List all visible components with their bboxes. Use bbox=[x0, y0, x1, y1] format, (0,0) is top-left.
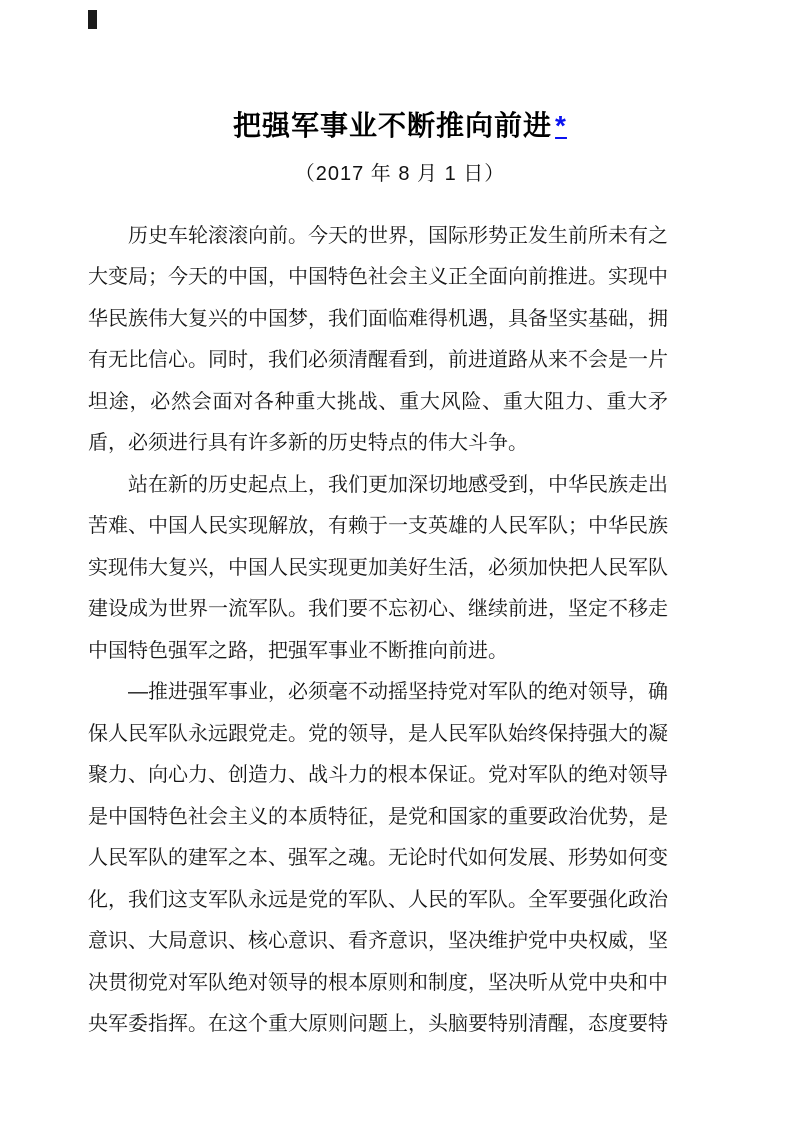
body-line: 是中国特色社会主义的本质特征，是党和国家的重要政治优势，是 bbox=[88, 805, 668, 828]
paragraph bbox=[88, 672, 668, 1046]
body-line: 化，我们这支军队永远是党的军队、人民的军队。全军要强化政治 bbox=[88, 888, 668, 911]
body-line: 大变局；今天的中国，中国特色社会主义正全面向前推进。实现中 bbox=[88, 266, 668, 288]
body-line: 盾，必须进行具有许多新的历史特点的伟大斗争。 bbox=[88, 432, 528, 454]
body-line: 中国特色强军之路，把强军事业不断推向前进。 bbox=[88, 639, 508, 662]
scan-artifact-mark bbox=[88, 10, 97, 29]
page-title bbox=[0, 109, 800, 143]
body-line: 央军委指挥。在这个重大原则问题上，头脑要特别清醒，态度要特 bbox=[88, 1013, 668, 1035]
article-title-text: 把强军事业不断推向前进 bbox=[233, 109, 553, 141]
body-line: 有无比信心。同时，我们必须清醒看到，前进道路从来不会是一片 bbox=[88, 349, 668, 371]
body-line: 人民军队的建军之本、强军之魂。无论时代如何发展、形势如何变 bbox=[88, 847, 668, 869]
article-body bbox=[88, 216, 668, 1046]
paragraph bbox=[88, 465, 668, 673]
body-line: 聚力、向心力、创造力、战斗力的根本保证。党对军队的绝对领导 bbox=[88, 764, 668, 786]
footnote-asterisk-link[interactable]: * bbox=[555, 109, 567, 141]
paragraph bbox=[88, 216, 668, 465]
body-line: 苦难、中国人民实现解放，有赖于一支英雄的人民军队；中华民族 bbox=[88, 515, 668, 537]
body-line: 决贯彻党对军队绝对领导的根本原则和制度，坚决听从党中央和中 bbox=[88, 971, 668, 994]
body-line: 建设成为世界一流军队。我们要不忘初心、继续前进，坚定不移走 bbox=[88, 598, 668, 620]
body-line: 实现伟大复兴，中国人民实现更加美好生活，必须加快把人民军队 bbox=[88, 556, 668, 579]
document-header bbox=[0, 0, 800, 186]
body-line: 坦途，必然会面对各种重大挑战、重大风险、重大阻力、重大矛 bbox=[88, 390, 668, 413]
body-line: 保人民军队永远跟党走。党的领导，是人民军队始终保持强大的凝 bbox=[88, 722, 668, 745]
body-line: 站在新的历史起点上，我们更加深切地感受到，中华民族走出 bbox=[128, 473, 668, 496]
article-date: （2017 年 8 月 1 日） bbox=[294, 162, 506, 185]
body-line: 历史车轮滚滚向前。今天的世界，国际形势正发生前所未有之 bbox=[128, 224, 668, 247]
body-line: 华民族伟大复兴的中国梦，我们面临难得机遇，具备坚实基础，拥 bbox=[88, 307, 668, 330]
body-line: 意识、大局意识、核心意识、看齐意识，坚决维护党中央权威，坚 bbox=[88, 930, 668, 952]
body-line: —推进强军事业，必须毫不动摇坚持党对军队的绝对领导，确 bbox=[128, 681, 668, 703]
